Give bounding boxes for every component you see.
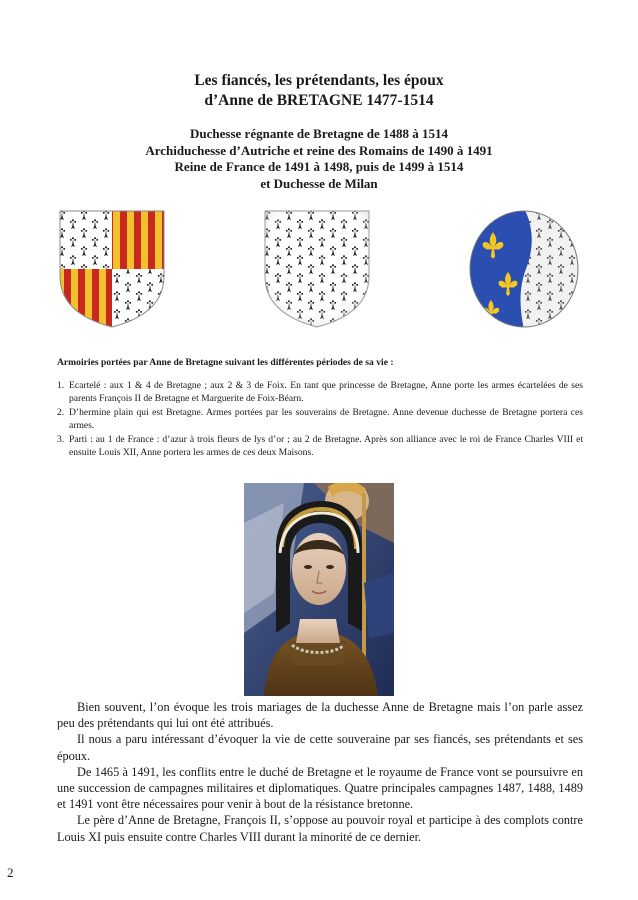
shield-quartered-icon — [57, 208, 167, 330]
list-item: 2. D’hermine plain qui est Bretagne. Armes portées par les souverains de Bretagne. Anne devenue duchesse de Bretagne portera ces armes. — [57, 406, 583, 432]
armorials-heading: Armoiries portées par Anne de Bretagne suivant les différentes périodes de sa vie : — [57, 357, 394, 368]
body-text — [57, 699, 583, 845]
shield-france-brittany-icon — [468, 208, 580, 330]
page-title — [0, 71, 638, 111]
armorial-shield-ermine — [262, 208, 372, 330]
subtitle-block — [0, 126, 638, 192]
list-item: 3. Parti : au 1 de France : d’azur à trois fleurs de lys d’or ; au 2 de Bretagne. Après son alliance avec le roi de France Charles VIII et ensuite Louis XII, Anne portera les armes de ces deux Maisons. — [57, 433, 583, 459]
title-line-1: Les fiancés, les prétendants, les époux — [194, 72, 444, 89]
shield-ermine-icon — [262, 208, 372, 330]
list-item: 1. Ecartelé : aux 1 & 4 de Bretagne ; aux 2 & 3 de Foix. En tant que princesse de Bretagne, Anne porte les armes écartelées de ses parents François II de Bretagne et Marguerite de Foix-Béarn. — [57, 380, 583, 405]
paragraph: Bien souvent, l’on évoque les trois mariages de la duchesse Anne de Bretagne mais l’on parle assez peu des prétendants qui lui ont été attribués. — [57, 700, 583, 731]
portrait-image — [244, 483, 394, 696]
subtitle-line-1: Duchesse régnante de Bretagne de 1488 à 1514 — [190, 126, 448, 141]
page-number: 2 — [7, 865, 14, 880]
armorial-shield-party — [468, 208, 580, 330]
subtitle-line-2: Archiduchesse d’Autriche et reine des Romains de 1490 à 1491 — [145, 142, 493, 158]
subtitle-line-4: et Duchesse de Milan — [260, 175, 378, 191]
paragraph: Il nous a paru intéressant d’évoquer la vie de cette souveraine par ses fiancés, ses prétendants et ses époux. — [57, 732, 583, 763]
paragraph: Le père d’Anne de Bretagne, François II, s’oppose au pouvoir royal et participe à des complots contre Louis XI puis ensuite contre Charles VIII durant la minorité de ce dernier. — [57, 813, 583, 844]
armorials-list — [57, 379, 583, 460]
title-line-2: d’Anne de BRETAGNE 1477-1514 — [204, 92, 434, 109]
portrait-anne-icon — [244, 483, 394, 696]
subtitle-line-3: Reine de France de 1491 à 1498, puis de 1499 à 1514 — [174, 159, 464, 174]
armorial-shield-quartered — [57, 208, 167, 330]
paragraph: De 1465 à 1491, les conflits entre le duché de Bretagne et le royaume de France vont se poursuivre en une succession de campagnes militaires et diplomatiques. Quatre principales campagnes 1487, 1488, 1489 et 1491 vont être nécessaires pour venir à bout de la résistance bretonne. — [57, 764, 583, 812]
